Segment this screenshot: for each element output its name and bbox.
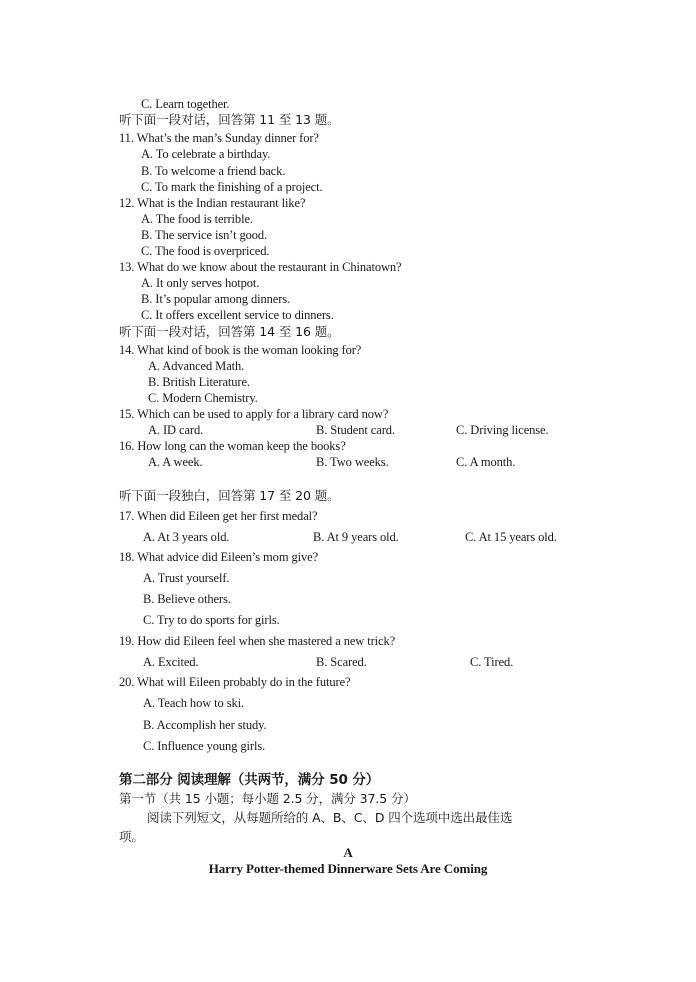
passage-letter: A <box>343 845 353 860</box>
q11-option-b: B. To welcome a friend back. <box>141 164 286 178</box>
q16-option-c: C. A month. <box>456 455 516 469</box>
q10-option-c: C. Learn together. <box>141 97 230 111</box>
q17-option-b: B. At 9 years old. <box>313 530 399 544</box>
question-15: 15. Which can be used to apply for a library card now? <box>119 407 389 421</box>
q15-option-a: A. ID card. <box>148 423 204 437</box>
q19-option-c: C. Tired. <box>470 655 514 669</box>
question-13: 13. What do we know about the restaurant in Chinatown? <box>119 260 402 274</box>
q13-option-a: A. It only serves hotpot. <box>141 276 260 290</box>
question-18: 18. What advice did Eileen’s mom give? <box>119 550 319 564</box>
question-17: 17. When did Eileen get her first medal? <box>119 509 318 523</box>
question-11: 11. What’s the man’s Sunday dinner for? <box>119 131 319 145</box>
q11-option-c: C. To mark the finishing of a project. <box>141 180 323 194</box>
reading-instruction-cont: 项。 <box>119 829 144 844</box>
q14-option-a: A. Advanced Math. <box>148 359 245 373</box>
q15-option-b: B. Student card. <box>316 423 395 437</box>
q18-option-c: C. Try to do sports for girls. <box>143 613 280 627</box>
q16-option-a: A. A week. <box>148 455 203 469</box>
q18-option-a: A. Trust yourself. <box>143 571 230 585</box>
q13-option-b: B. It’s popular among dinners. <box>141 292 291 306</box>
q20-option-c: C. Influence young girls. <box>143 739 266 753</box>
q20-option-a: A. Teach how to ski. <box>143 696 245 710</box>
q20-option-b: B. Accomplish her study. <box>143 718 267 732</box>
question-12: 12. What is the Indian restaurant like? <box>119 196 306 210</box>
directions-11-13: 听下面一段对话，回答第 11 至 13 题。 <box>119 112 340 127</box>
q17-option-a: A. At 3 years old. <box>143 530 230 544</box>
q19-option-b: B. Scared. <box>316 655 367 669</box>
question-16: 16. How long can the woman keep the books? <box>119 439 346 453</box>
question-19: 19. How did Eileen feel when she mastered a new trick? <box>119 634 396 648</box>
q16-option-b: B. Two weeks. <box>316 455 389 469</box>
q15-option-c: C. Driving license. <box>456 423 549 437</box>
q13-option-c: C. It offers excellent service to dinners. <box>141 308 334 322</box>
part-two-heading: 第二部分 阅读理解（共两节，满分 50 分） <box>119 772 380 788</box>
question-20: 20. What will Eileen probably do in the future? <box>119 675 351 689</box>
q14-option-b: B. British Literature. <box>148 375 250 389</box>
reading-instruction: 阅读下列短文，从每题所给的 A、B、C、D 四个选项中选出最佳选 <box>147 810 513 825</box>
q12-option-c: C. The food is overpriced. <box>141 244 270 258</box>
q12-option-a: A. The food is terrible. <box>141 212 253 226</box>
q19-option-a: A. Excited. <box>143 655 199 669</box>
section-one-heading: 第一节（共 15 小题；每小题 2.5 分，满分 37.5 分） <box>119 791 416 806</box>
q14-option-c: C. Modern Chemistry. <box>148 391 258 405</box>
q12-option-b: B. The service isn’t good. <box>141 228 268 242</box>
directions-17-20: 听下面一段独白，回答第 17 至 20 题。 <box>119 488 340 503</box>
passage-title: Harry Potter-themed Dinnerware Sets Are Coming <box>208 861 488 876</box>
q11-option-a: A. To celebrate a birthday. <box>141 147 271 161</box>
question-14: 14. What kind of book is the woman looking for? <box>119 343 362 357</box>
q17-option-c: C. At 15 years old. <box>465 530 557 544</box>
directions-14-16: 听下面一段对话，回答第 14 至 16 题。 <box>119 324 340 339</box>
q18-option-b: B. Believe others. <box>143 592 231 606</box>
